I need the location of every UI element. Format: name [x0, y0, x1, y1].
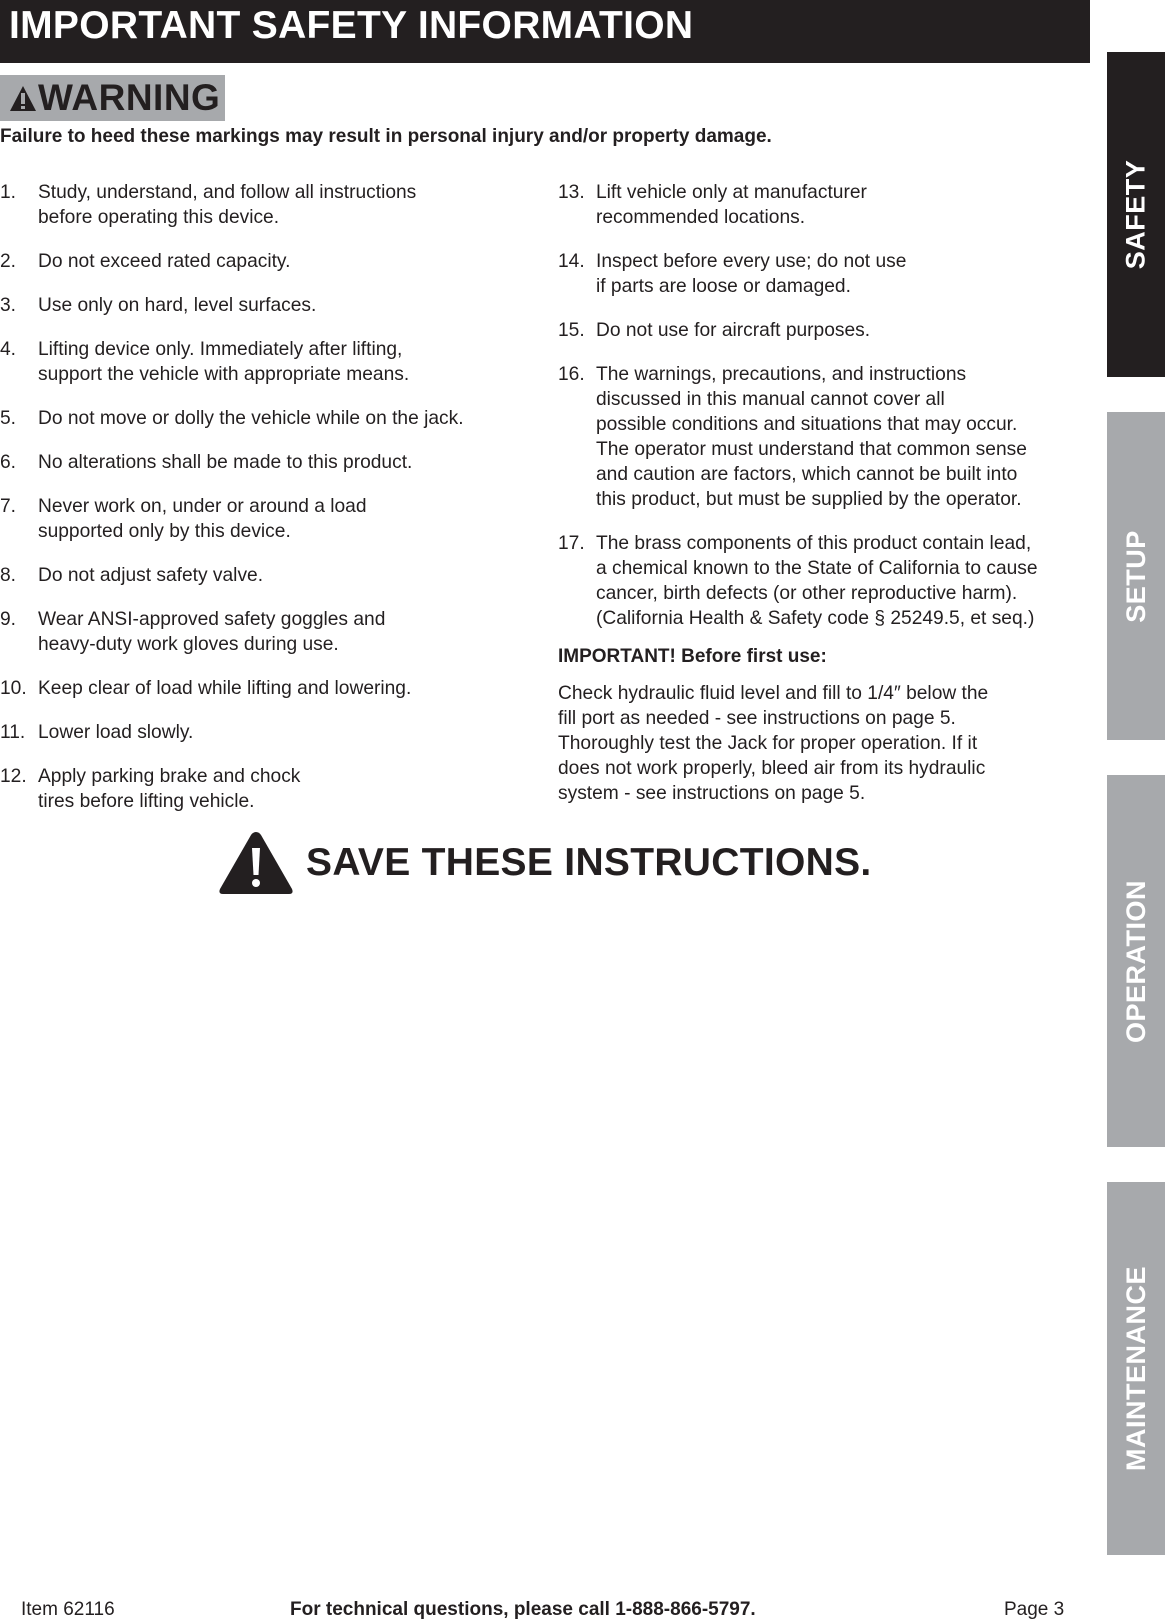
item-number: 12.: [0, 766, 27, 787]
item-number: 5.: [0, 408, 17, 429]
tab-operation-label: OPERATION: [1120, 879, 1151, 1043]
item-number: 16.: [558, 364, 585, 385]
important-heading: IMPORTANT! Before first use:: [558, 646, 827, 667]
item-number: 10.: [0, 678, 27, 699]
item-number: 3.: [0, 295, 17, 316]
left-instruction-list: [0, 180, 520, 833]
item-text: Use only on hard, level surfaces.: [38, 295, 317, 316]
save-instructions-text: SAVE THESE INSTRUCTIONS.: [306, 841, 872, 884]
warning-triangle-icon: [218, 830, 294, 896]
header-bar: [0, 0, 1090, 63]
list-item: [0, 676, 520, 701]
list-item: [558, 249, 1078, 299]
item-text: Lifting device only. Immediately after lifting, support the vehicle with appropriate means.: [38, 339, 410, 385]
item-text: Do not move or dolly the vehicle while on the jack.: [38, 408, 464, 429]
list-item: [558, 180, 1078, 230]
item-text: Inspect before every use; do not use if parts are loose or damaged.: [596, 251, 907, 297]
item-text: Do not use for aircraft purposes.: [596, 320, 871, 341]
failure-warning-text: Failure to heed these markings may result in personal injury and/or property damage.: [0, 126, 772, 147]
item-number: 6.: [0, 452, 17, 473]
item-text: Apply parking brake and chock tires before lifting vehicle.: [38, 766, 301, 812]
item-number: 11.: [0, 722, 26, 743]
tab-maintenance-label: MAINTENANCE: [1120, 1266, 1151, 1471]
item-number: 9.: [0, 609, 17, 630]
list-item: [558, 318, 1078, 343]
item-text: The brass components of this product contain lead, a chemical known to the State of California to cause cancer, birth defects (or other reproductive harm). (California Health & Safety code § 25249.5, et seq.): [596, 533, 1038, 629]
list-item: [0, 406, 520, 431]
warning-label: WARNING: [38, 77, 221, 118]
item-text: The warnings, precautions, and instructions discussed in this manual cannot cover all possible conditions and situations that may occur. The operator must understand that common sense and caution are factors, which cannot be built into this product, but must be supplied by the operator.: [596, 364, 1027, 510]
warning-triangle-icon: [9, 85, 37, 112]
item-number: 15.: [558, 320, 585, 341]
page-title: IMPORTANT SAFETY INFORMATION: [9, 4, 694, 47]
item-text: Study, understand, and follow all instructions before operating this device.: [38, 182, 417, 228]
list-item: [0, 337, 520, 387]
tab-maintenance[interactable]: [1107, 1182, 1165, 1555]
list-item: [0, 450, 520, 475]
tab-setup[interactable]: [1107, 412, 1165, 740]
list-item: [0, 494, 520, 544]
item-number: 4.: [0, 339, 17, 360]
warning-badge: [0, 75, 225, 121]
item-number: 13.: [558, 182, 585, 203]
important-body: Check hydraulic fluid level and fill to 1/4″ below the fill port as needed - see instructions on page 5. Thoroughly test the Jack for proper operation. If it does not work properly, bleed air from its hydraulic system - see instructions on page 5.: [558, 683, 989, 804]
list-item: [0, 249, 520, 274]
item-text: Lift vehicle only at manufacturer recommended locations.: [596, 182, 867, 228]
list-item: [558, 531, 1078, 631]
tab-safety-label: SAFETY: [1120, 159, 1151, 270]
list-item: [0, 563, 520, 588]
list-item: [0, 720, 520, 745]
save-instructions-banner: [218, 830, 872, 896]
item-text: Lower load slowly.: [38, 722, 194, 743]
footer-page-number: Page 3: [1004, 1599, 1065, 1620]
right-instruction-list: [558, 180, 1078, 806]
item-text: No alterations shall be made to this product.: [38, 452, 413, 473]
tab-safety[interactable]: [1107, 52, 1165, 377]
item-text: Do not exceed rated capacity.: [38, 251, 291, 272]
item-number: 17.: [558, 533, 585, 554]
list-item: [558, 362, 1078, 512]
item-number: 2.: [0, 251, 17, 272]
tab-setup-label: SETUP: [1120, 529, 1151, 623]
item-number: 8.: [0, 565, 17, 586]
list-item: [0, 293, 520, 318]
footer-item-number: Item 62116: [21, 1599, 115, 1620]
item-number: 7.: [0, 496, 17, 517]
item-text: Keep clear of load while lifting and lowering.: [38, 678, 412, 699]
list-item: [0, 764, 520, 814]
item-text: Do not adjust safety valve.: [38, 565, 264, 586]
list-item: [0, 607, 520, 657]
list-item: [0, 180, 520, 230]
item-text: Never work on, under or around a load supported only by this device.: [38, 496, 367, 542]
tab-operation[interactable]: [1107, 775, 1165, 1147]
item-number: 14.: [558, 251, 585, 272]
item-number: 1.: [0, 182, 17, 203]
footer-help-line: For technical questions, please call 1-888-866-5797.: [290, 1599, 756, 1620]
item-text: Wear ANSI-approved safety goggles and heavy-duty work gloves during use.: [38, 609, 386, 655]
